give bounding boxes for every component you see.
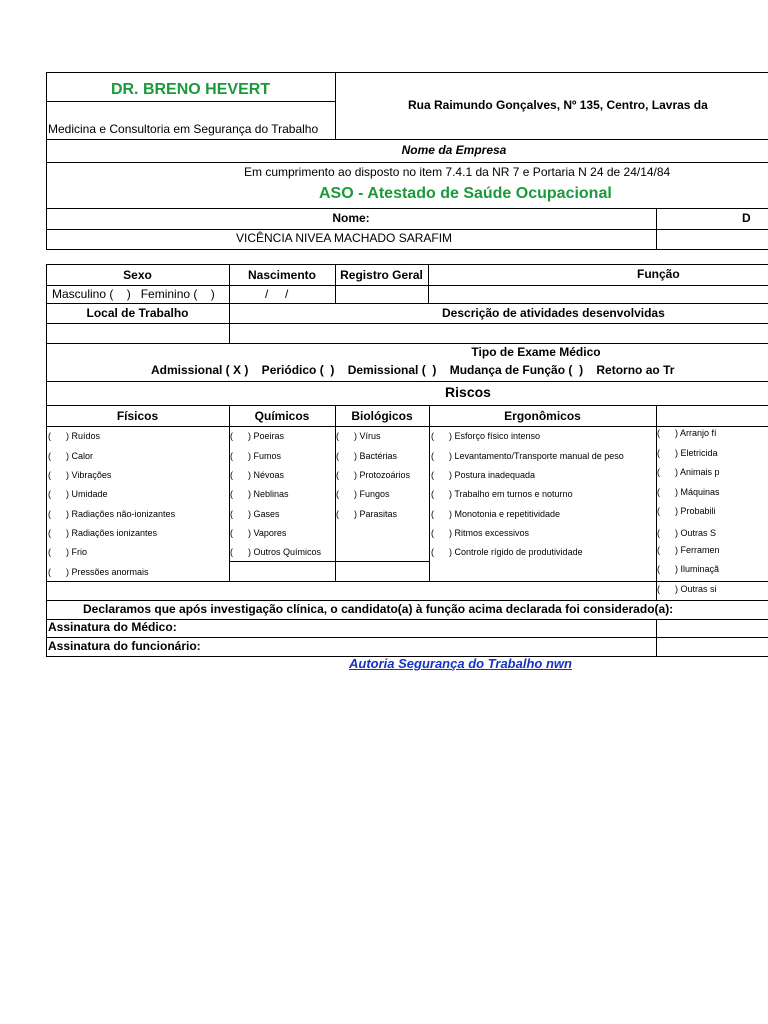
sexo-options[interactable]: Masculino ( ) Feminino ( ) [52, 287, 215, 301]
patient-name: VICÊNCIA NIVEA MACHADO SARAFIM [236, 231, 453, 245]
risk-item[interactable]: ( ) Postura inadequada [431, 470, 536, 480]
risk-item[interactable]: ( ) Vírus [336, 431, 381, 441]
nascimento-label: Nascimento [247, 268, 317, 282]
risk-item[interactable]: ( ) Parasitas [336, 509, 398, 519]
funcionario-signature-label: Assinatura do funcionário: [48, 639, 201, 653]
risk-item[interactable]: ( ) Calor [48, 451, 94, 461]
risk-item[interactable]: ( ) Arranjo fí [657, 428, 717, 438]
risk-item[interactable]: ( ) Iluminaçã [657, 564, 720, 574]
clinic-address: Rua Raimundo Gonçalves, Nº 135, Centro, Lavras da [408, 98, 708, 112]
risk-item[interactable]: ( ) Ritmos excessivos [431, 528, 530, 538]
risk-item[interactable]: ( ) Vibrações [48, 470, 112, 480]
risk-item[interactable]: ( ) Gases [230, 509, 280, 519]
nome-label: Nome: [332, 211, 370, 225]
risk-item[interactable]: ( ) Controle rígido de produtividade [431, 547, 583, 557]
risk-item[interactable]: ( ) Ferramen [657, 545, 720, 555]
risk-item[interactable]: ( ) Trabalho em turnos e noturno [431, 489, 573, 499]
risk-item[interactable]: ( ) Fumos [230, 451, 282, 461]
risk-item[interactable]: ( ) Fungos [336, 489, 390, 499]
local-trabalho-label: Local de Trabalho [86, 306, 189, 320]
risk-item[interactable]: ( ) Bactérias [336, 451, 398, 461]
funcao-label: Função [637, 267, 680, 281]
risk-item[interactable]: ( ) Esforço físico intenso [431, 431, 541, 441]
exam-type-options[interactable]: Admissional ( X ) Periódico ( ) Demissional ( ) Mudança de Função ( ) Retorno ao Tr [151, 363, 675, 377]
right-column-label: D [742, 211, 751, 225]
declaration-text: Declaramos que após investigação clínica, o candidato(a) à função acima declarada foi considerado(a): [83, 602, 674, 616]
exam-type-title: Tipo de Exame Médico [471, 345, 601, 359]
risk-item[interactable]: ( ) Vapores [230, 528, 287, 538]
risk-item[interactable]: ( ) Probabili [657, 506, 716, 516]
doctor-name: DR. BRENO HEVERT [110, 81, 271, 98]
risk-header-biologicos: Biológicos [351, 409, 413, 423]
aso-title: ASO - Atestado de Saúde Ocupacional [319, 185, 612, 202]
descricao-atividades-label: Descrição de atividades desenvolvidas [442, 306, 665, 320]
risk-header-ergonomicos: Ergonômicos [504, 409, 581, 423]
sexo-label: Sexo [123, 268, 152, 282]
risk-item[interactable]: ( ) Pressões anormais [48, 567, 149, 577]
compliance-text: Em cumprimento ao disposto no item 7.4.1 da NR 7 e Portaria N 24 de 24/14/84 [244, 165, 671, 179]
risk-item[interactable]: ( ) Levantamento/Transporte manual de peso [431, 451, 624, 461]
risk-item[interactable]: ( ) Monotonia e repetitividade [431, 509, 561, 519]
registro-geral-label: Registro Geral [340, 268, 423, 282]
risk-item[interactable]: ( ) Outras S [657, 528, 717, 538]
risk-header-fisicos: Físicos [116, 409, 159, 423]
company-name-label: Nome da Empresa [401, 143, 507, 157]
medico-signature-label: Assinatura do Médico: [48, 620, 177, 634]
author-link[interactable]: Autoria Segurança do Trabalho nwn [349, 656, 572, 671]
risk-item[interactable]: ( ) Poeiras [230, 431, 285, 441]
risk-item[interactable]: ( ) Radiações não-ionizantes [48, 509, 176, 519]
nascimento-value[interactable]: / / [265, 287, 289, 301]
risk-item[interactable]: ( ) Névoas [230, 470, 285, 480]
risk-item[interactable]: ( ) Ruídos [48, 431, 101, 441]
risk-header-quimicos: Químicos [254, 409, 310, 423]
risk-item[interactable]: ( ) Outros Químicos [230, 547, 322, 557]
risk-item[interactable]: ( ) Máquinas [657, 487, 720, 497]
risks-title: Riscos [445, 384, 491, 400]
risk-item[interactable]: ( ) Radiações ionizantes [48, 528, 158, 538]
risk-item[interactable]: ( ) Protozoários [336, 470, 411, 480]
risk-item[interactable]: ( ) Umidade [48, 489, 108, 499]
risk-item[interactable]: ( ) Outras si [657, 584, 717, 594]
risk-item[interactable]: ( ) Animais p [657, 467, 720, 477]
clinic-subtitle: Medicina e Consultoria em Segurança do Trabalho [48, 122, 319, 136]
risk-item[interactable]: ( ) Eletricida [657, 448, 718, 458]
risk-item[interactable]: ( ) Neblinas [230, 489, 289, 499]
risk-item[interactable]: ( ) Frio [48, 547, 87, 557]
